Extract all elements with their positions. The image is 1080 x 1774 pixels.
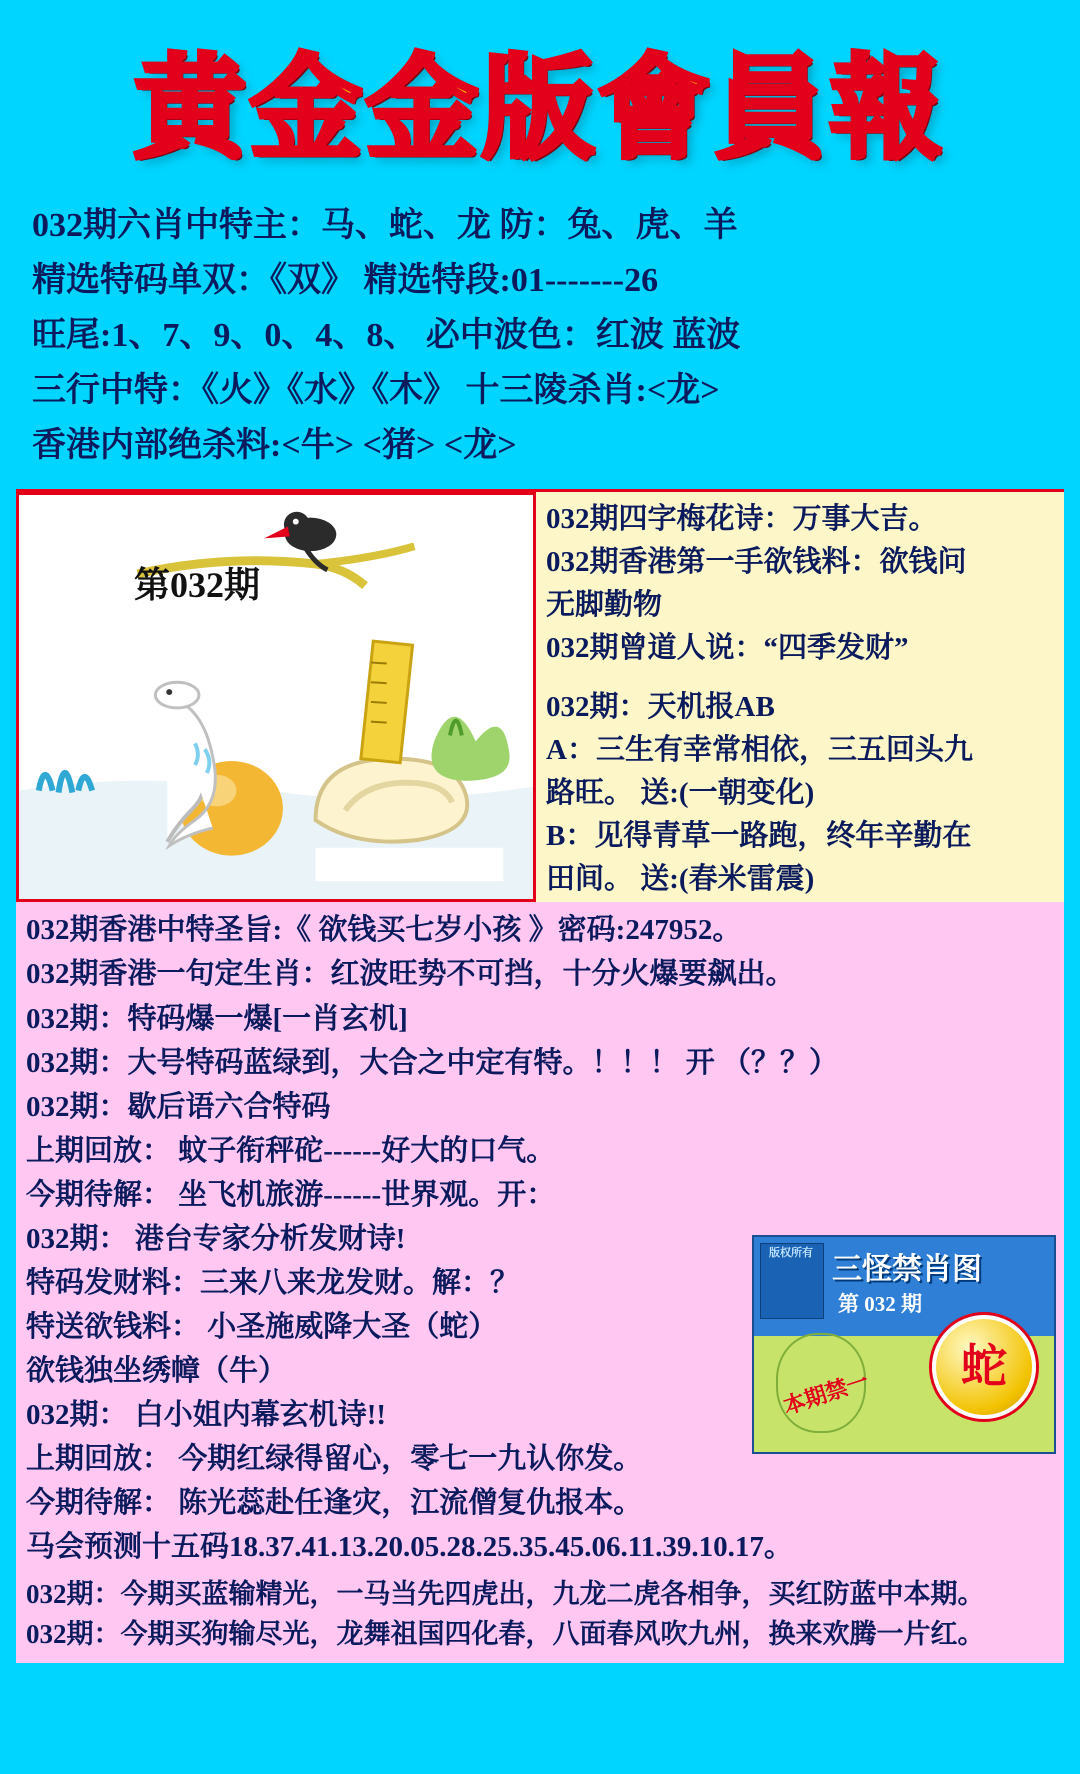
pink-line: 今期待解： 陈光蕊赴任逢灾，江流僧复仇报本。 <box>26 1487 643 1520</box>
badge-issue: 第 032 期 <box>838 1291 922 1316</box>
badge-diagonal-text: 本期禁一 <box>780 1367 872 1419</box>
yellow-line: 032期：天机报AB <box>546 691 775 724</box>
pink-line: 上期回放： 今期红绿得留心，零七一九认你发。 <box>26 1443 643 1476</box>
yellow-panel <box>536 492 1064 902</box>
badge-zodiac-text: 蛇 <box>961 1338 1007 1393</box>
yellow-line: 032期香港第一手欲钱料：欲钱问 <box>546 546 967 579</box>
yellow-line: 路旺。 送:(一朝变化) <box>546 776 815 809</box>
pink-line: 今期待解： 坐飞机旅游------世界观。开： <box>26 1178 556 1211</box>
spacer <box>546 670 1054 686</box>
pink-line: 032期： 白小姐内幕玄机诗!! <box>26 1399 387 1432</box>
yellow-line: 032期四字梅花诗：万事大吉。 <box>546 503 938 536</box>
info-line: 旺尾:1、7、9、0、4、8、 必中波色：红波 蓝波 <box>32 317 741 355</box>
tail-lines <box>16 1574 1064 1663</box>
tail-line: 032期：今期买蓝输精光，一马当先四虎出，九龙二虎各相争，买红防蓝中本期。 <box>26 1578 985 1609</box>
pink-line: 马会预测十五码18.37.41.13.20.05.28.25.35.45.06.11.39.10.17。 <box>26 1531 793 1564</box>
pink-line: 上期回放： 蚊子衔秤砣------好大的口气。 <box>26 1134 556 1167</box>
yellow-line: 田间。 送:(春米雷震) <box>546 862 815 895</box>
info-line: 032期六肖中特主：马、蛇、龙 防：兔、虎、羊 <box>32 207 738 244</box>
yellow-line: B：见得青草一路跑，终年辛勤在 <box>546 819 972 852</box>
pink-line: 032期： 港台专家分析发财诗! <box>26 1222 406 1255</box>
title-band <box>16 14 1064 184</box>
top-info-block <box>16 192 1064 483</box>
info-line: 三行中特：《火》《水》《木》 十三陵杀肖:<龙> <box>32 372 720 410</box>
yellow-line: A：三生有幸常相依，三五回头九 <box>546 733 973 766</box>
pink-line: 欲钱独坐绣幛（牛） <box>26 1355 288 1388</box>
illustration <box>16 492 536 902</box>
yellow-line: 无脚勤物 <box>546 589 663 622</box>
pink-line: 032期：歇后语六合特码 <box>26 1090 331 1123</box>
badge-title: 三怪禁肖图 <box>832 1251 982 1287</box>
yellow-line: 032期曾道人说：“四季发财” <box>546 632 909 665</box>
info-line: 香港内部绝杀料:<牛> <猪> <龙> <box>32 427 517 465</box>
pink-line: 特送欲钱料： 小圣施威降大圣（蛇） <box>26 1311 498 1344</box>
middle-section <box>16 489 1064 902</box>
issue-caption: 第032期 <box>134 565 261 606</box>
badge-copyright: 版权所有 <box>769 1246 813 1259</box>
pink-line: 032期：大号特码蓝绿到，大合之中定有特。！！！ 开 （？？） <box>26 1046 839 1079</box>
badge-zodiac-circle <box>932 1315 1036 1419</box>
pink-line: 032期：特码爆一爆[一肖玄机] <box>26 1002 408 1035</box>
page-title: 黄金金版會員報 <box>134 43 946 174</box>
illustration-svg <box>19 495 533 899</box>
pink-panel <box>16 902 1064 1573</box>
pink-line: 032期香港中特圣旨:《 欲钱买七岁小孩 》密码:247952。 <box>26 914 742 947</box>
info-line: 精选特码单双：《双》 精选特段:01-------26 <box>32 262 659 300</box>
pink-line: 032期香港一句定生肖：红波旺势不可挡，十分火爆要飙出。 <box>26 958 795 991</box>
zodiac-badge <box>752 1235 1056 1454</box>
pink-line: 特码发财料：三来八来龙发财。解：？ <box>26 1267 520 1300</box>
tail-line: 032期：今期买狗输尽光，龙舞祖国四化春，八面春风吹九州，换来欢腾一片红。 <box>26 1619 985 1650</box>
